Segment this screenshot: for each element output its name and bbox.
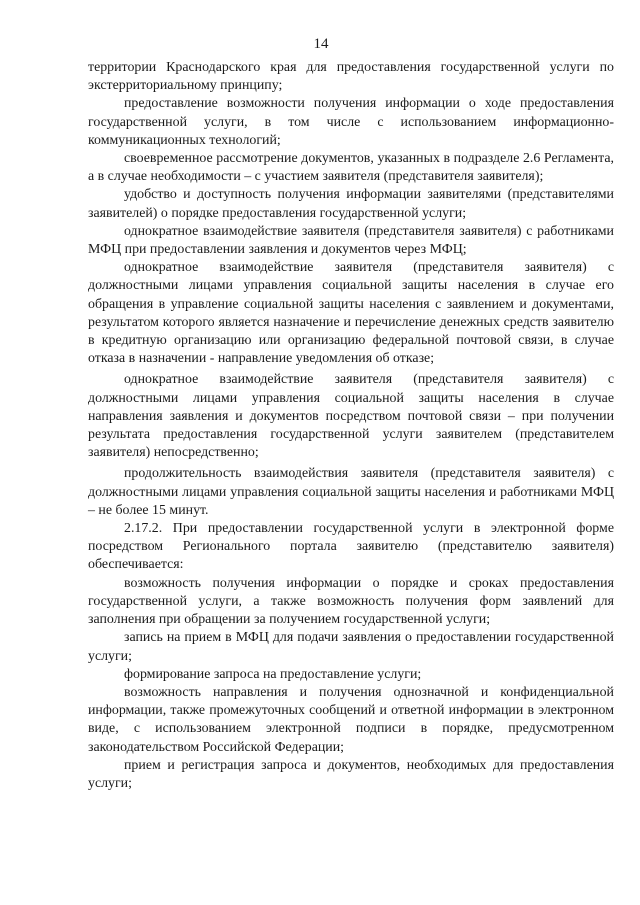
page-number: 14 [313, 36, 329, 52]
paragraph: запись на прием в МФЦ для подачи заявления о предоставлении государственной услуги; [88, 630, 614, 664]
paragraph: однократное взаимодействие заявителя (представителя заявителя) с должностными лицами управления социальной защиты населения в случае его обращения в управление социальной защиты населения с заявлением и документами, результатом которого является назначение и перечисление денежных средств заявителю в кредитную организацию или организацию федеральной почтовой связи, в случае отказа в назначении - направление уведомления об отказе; [88, 260, 614, 367]
paragraph: формирование запроса на предоставление услуги; [124, 666, 422, 682]
paragraph: удобство и доступность получения информации заявителями (представителями заявителей) о порядке предоставления государственной услуги; [88, 187, 614, 221]
paragraph: 2.17.2. При предоставлении государственной услуги в электронной форме посредством Регионального портала заявителю (представителю заявителя) обеспечивается: [88, 521, 614, 573]
paragraph: возможность направления и получения однозначной и конфиденциальной информации, также промежуточных сообщений и ответной информации в электронном виде, с использованием электронной подписи в порядке, предусмотренном законодательством Российской Федерации; [88, 684, 614, 755]
paragraph: своевременное рассмотрение документов, указанных в подразделе 2.6 Регламента, а в случае необходимости – с участием заявителя (представителя заявителя); [88, 151, 614, 185]
paragraph: предоставление возможности получения информации о ходе предоставления государственной услуги, в том числе с использованием информационно-коммуникационных технологий; [88, 96, 614, 148]
paragraph: прием и регистрация запроса и документов, необходимых для предоставления услуги; [88, 757, 614, 791]
paragraph: однократное взаимодействие заявителя (представителя заявителя) с должностными лицами управления социальной защиты населения в случае направления заявления и документов посредством почтовой связи – при получении результата предоставления государственной услуги заявителем (представителем заявителя) непосредственно; [88, 372, 614, 461]
paragraph: продолжительность взаимодействия заявителя (представителя заявителя) с должностными лицами управления социальной защиты населения и работниками МФЦ – не более 15 минут. [88, 466, 614, 518]
paragraph: однократное взаимодействие заявителя (представителя заявителя) с работниками МФЦ при предоставлении заявления и документов через МФЦ; [88, 223, 614, 258]
paragraph: территории Краснодарского края для предоставления государственной услуги по экстерриториальному принципу; [88, 60, 614, 94]
paragraph: возможность получения информации о порядке и сроках предоставления государственной услуги, а также возможность получения форм заявлений для заполнения при обращении за получением государственной услуги; [88, 575, 614, 628]
